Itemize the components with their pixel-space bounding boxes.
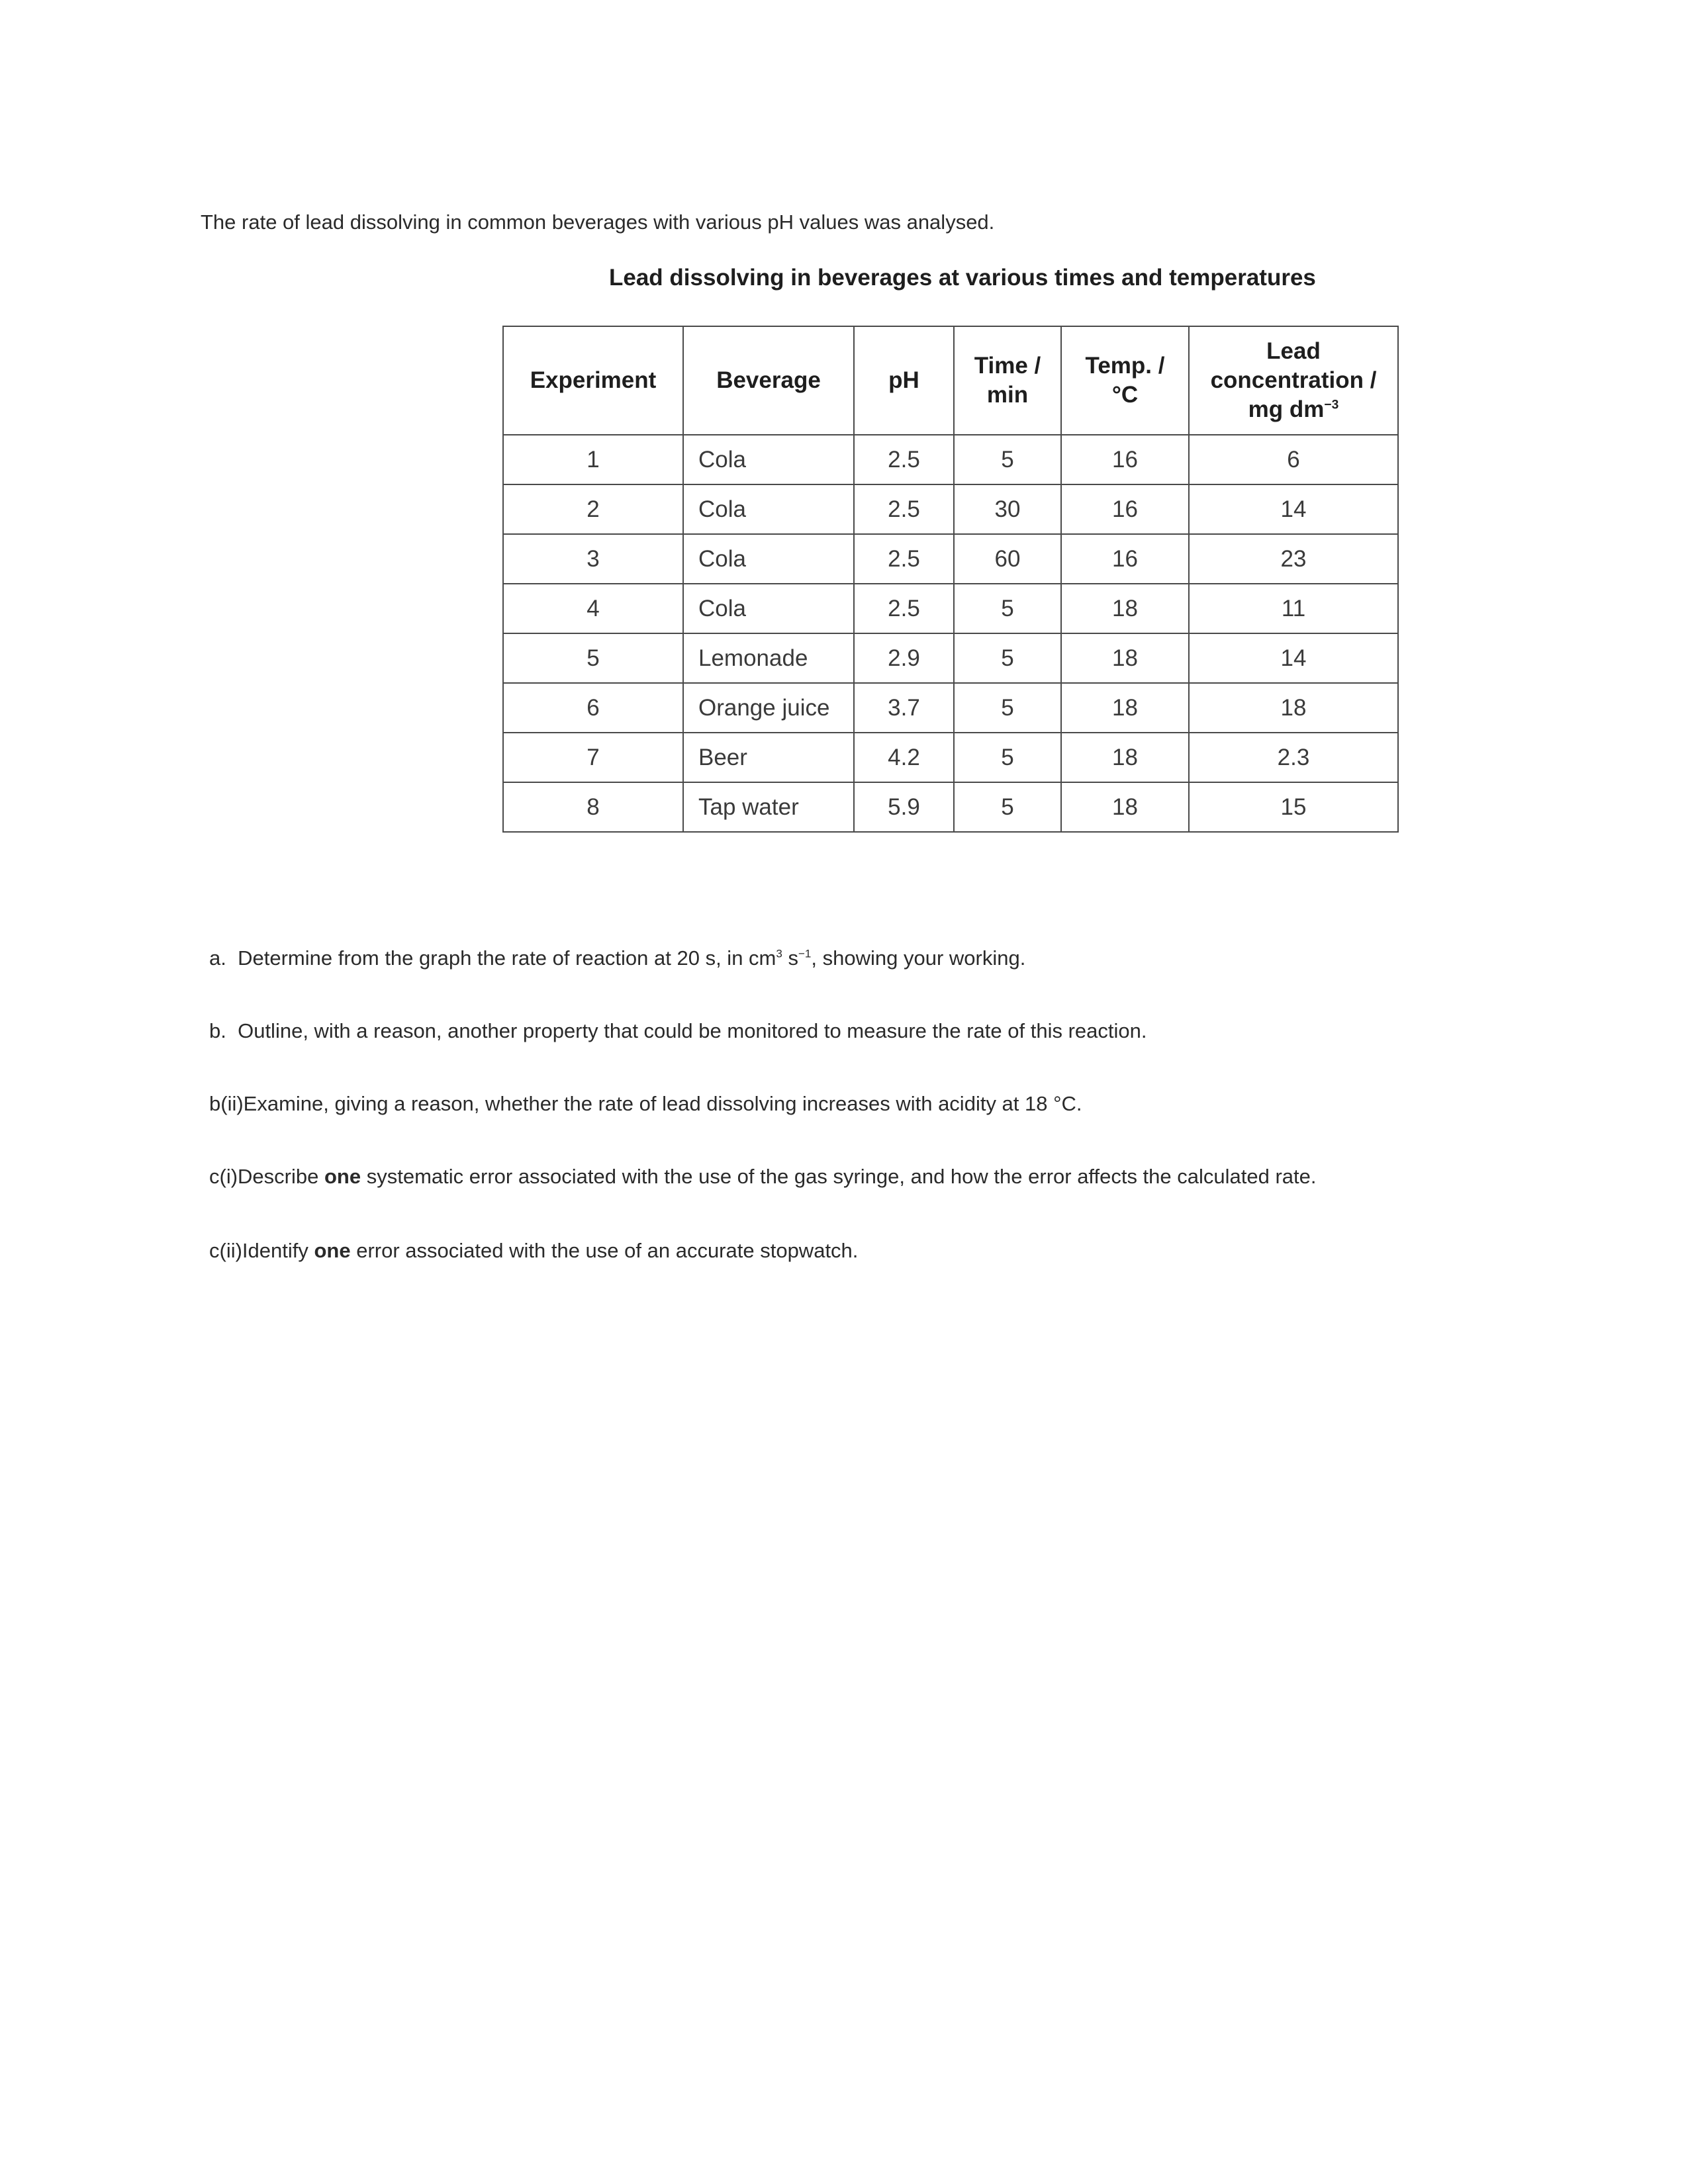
cell-beverage: Orange juice <box>683 683 854 733</box>
cell-temp: 18 <box>1061 584 1189 633</box>
question-b <box>209 1019 1147 1043</box>
question-bii <box>209 1092 1082 1116</box>
question-cii-label: c(ii) <box>209 1239 242 1262</box>
cell-lead: 18 <box>1189 683 1398 733</box>
table-row <box>503 484 1398 534</box>
cell-ph: 5.9 <box>854 782 954 832</box>
cell-beverage: Cola <box>683 435 854 484</box>
cell-temp: 18 <box>1061 782 1189 832</box>
cell-time: 5 <box>954 584 1061 633</box>
cell-experiment: 7 <box>503 733 683 782</box>
cell-temp: 16 <box>1061 484 1189 534</box>
table-row <box>503 733 1398 782</box>
cell-beverage: Tap water <box>683 782 854 832</box>
table-row <box>503 534 1398 584</box>
question-a-sup1: 3 <box>776 947 782 960</box>
cell-beverage: Cola <box>683 534 854 584</box>
cell-experiment: 8 <box>503 782 683 832</box>
cell-experiment: 4 <box>503 584 683 633</box>
question-cii-bold: one <box>314 1239 351 1262</box>
cell-temp: 18 <box>1061 733 1189 782</box>
header-lead-line2: concentration / <box>1210 367 1377 394</box>
cell-temp: 16 <box>1061 435 1189 484</box>
header-temp-line2: °C <box>1111 382 1139 408</box>
cell-time: 60 <box>954 534 1061 584</box>
cell-time: 5 <box>954 733 1061 782</box>
cell-experiment: 3 <box>503 534 683 584</box>
table-row <box>503 633 1398 683</box>
cell-time: 30 <box>954 484 1061 534</box>
header-experiment: Experiment <box>503 326 683 435</box>
cell-lead: 14 <box>1189 633 1398 683</box>
question-a-label: a. <box>209 946 226 970</box>
table-row <box>503 683 1398 733</box>
header-temp <box>1061 326 1189 435</box>
cell-lead: 2.3 <box>1189 733 1398 782</box>
question-bii-text: Examine, giving a reason, whether the rate of lead dissolving increases with acidity at 18 °C. <box>243 1092 1082 1115</box>
cell-lead: 14 <box>1189 484 1398 534</box>
header-temp-line1: Temp. / <box>1085 353 1165 379</box>
cell-beverage: Cola <box>683 584 854 633</box>
question-a-text-after: , showing your working. <box>811 946 1026 970</box>
header-lead <box>1189 326 1398 435</box>
table-row <box>503 782 1398 832</box>
cell-ph: 3.7 <box>854 683 954 733</box>
cell-ph: 2.9 <box>854 633 954 683</box>
question-ci-text-after: systematic error associated with the use of the gas syringe, and how the error affects the calculated rate. <box>361 1165 1317 1188</box>
question-a <box>209 946 1025 970</box>
question-a-text-mid: s <box>782 946 798 970</box>
cell-time: 5 <box>954 683 1061 733</box>
cell-time: 5 <box>954 435 1061 484</box>
cell-beverage: Beer <box>683 733 854 782</box>
table-row <box>503 435 1398 484</box>
question-a-text-before: Determine from the graph the rate of reaction at 20 s, in cm <box>238 946 776 970</box>
question-a-sup2: −1 <box>798 947 812 960</box>
header-time-line1: Time / <box>974 353 1041 379</box>
cell-time: 5 <box>954 782 1061 832</box>
question-ci-label: c(i) <box>209 1165 238 1188</box>
cell-ph: 2.5 <box>854 584 954 633</box>
cell-beverage: Lemonade <box>683 633 854 683</box>
table-title: Lead dissolving in beverages at various times and temperatures <box>609 265 1316 291</box>
header-lead-exponent: −3 <box>1324 398 1339 412</box>
cell-ph: 4.2 <box>854 733 954 782</box>
question-cii-text-after: error associated with the use of an accurate stopwatch. <box>350 1239 859 1262</box>
cell-lead: 15 <box>1189 782 1398 832</box>
cell-experiment: 1 <box>503 435 683 484</box>
question-bii-label: b(ii) <box>209 1092 244 1115</box>
cell-ph: 2.5 <box>854 534 954 584</box>
cell-ph: 2.5 <box>854 435 954 484</box>
header-beverage: Beverage <box>683 326 854 435</box>
cell-temp: 18 <box>1061 683 1189 733</box>
header-ph: pH <box>854 326 954 435</box>
table-header-row <box>503 326 1398 435</box>
cell-lead: 6 <box>1189 435 1398 484</box>
question-ci <box>209 1165 1317 1189</box>
cell-ph: 2.5 <box>854 484 954 534</box>
table-row <box>503 584 1398 633</box>
header-lead-line3 <box>1190 395 1397 424</box>
intro-text: The rate of lead dissolving in common beverages with various pH values was analysed. <box>201 210 995 234</box>
cell-experiment: 2 <box>503 484 683 534</box>
cell-temp: 18 <box>1061 633 1189 683</box>
header-time <box>954 326 1061 435</box>
question-b-text: Outline, with a reason, another property that could be monitored to measure the rate of this reaction. <box>238 1019 1147 1042</box>
cell-temp: 16 <box>1061 534 1189 584</box>
question-cii-text-before: Identify <box>242 1239 314 1262</box>
header-lead-line1: Lead <box>1266 338 1321 365</box>
header-time-line2: min <box>986 382 1029 408</box>
question-ci-text-before: Describe <box>238 1165 324 1188</box>
data-table <box>502 326 1399 833</box>
question-b-label: b. <box>209 1019 226 1042</box>
question-cii <box>209 1239 858 1263</box>
cell-experiment: 5 <box>503 633 683 683</box>
cell-lead: 23 <box>1189 534 1398 584</box>
cell-lead: 11 <box>1189 584 1398 633</box>
header-lead-unit: mg dm <box>1248 396 1325 422</box>
cell-beverage: Cola <box>683 484 854 534</box>
cell-experiment: 6 <box>503 683 683 733</box>
table-body <box>503 435 1398 832</box>
cell-time: 5 <box>954 633 1061 683</box>
question-ci-bold: one <box>324 1165 361 1188</box>
